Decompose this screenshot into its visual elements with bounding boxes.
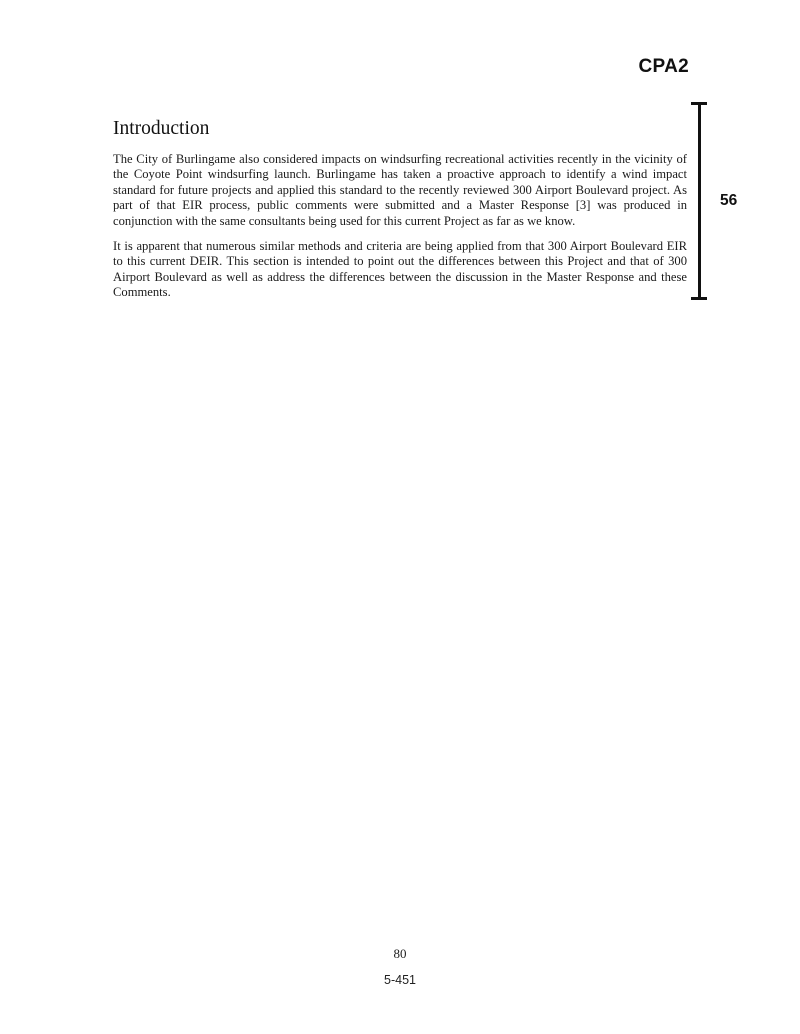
comment-bracket [691,102,707,300]
body-paragraph-2: It is apparent that numerous similar methods and criteria are being applied from that 300 Airport Boulevard EIR to this current DEIR. This section is intended to point out the differences between this Project and that of 300 Airport Boulevard as well as address the differences between the discussion in the Master Response and these Comments. [113,239,687,300]
document-page-id: 5-451 [384,973,416,987]
comment-bracket-bottom-cap [691,297,707,300]
page-number: 80 [393,946,407,961]
body-paragraph-1: The City of Burlingame also considered impacts on windsurfing recreational activities recently in the vicinity of the Coyote Point windsurfing launch. Burlingame has taken a proactive approach to identify a wind impact standard for future projects and applied this standard to the recently reviewed 300 Airport Boulevard project. As part of that EIR process, public comments were submitted and a Master Response [3] was produced in conjunction with the same consultants being used for this current Project as far as we know. [113,152,687,228]
section-title: Introduction [113,118,210,139]
comment-bracket-line [698,102,701,300]
document-code: CPA2 [638,56,689,77]
comment-number: 56 [720,192,738,209]
